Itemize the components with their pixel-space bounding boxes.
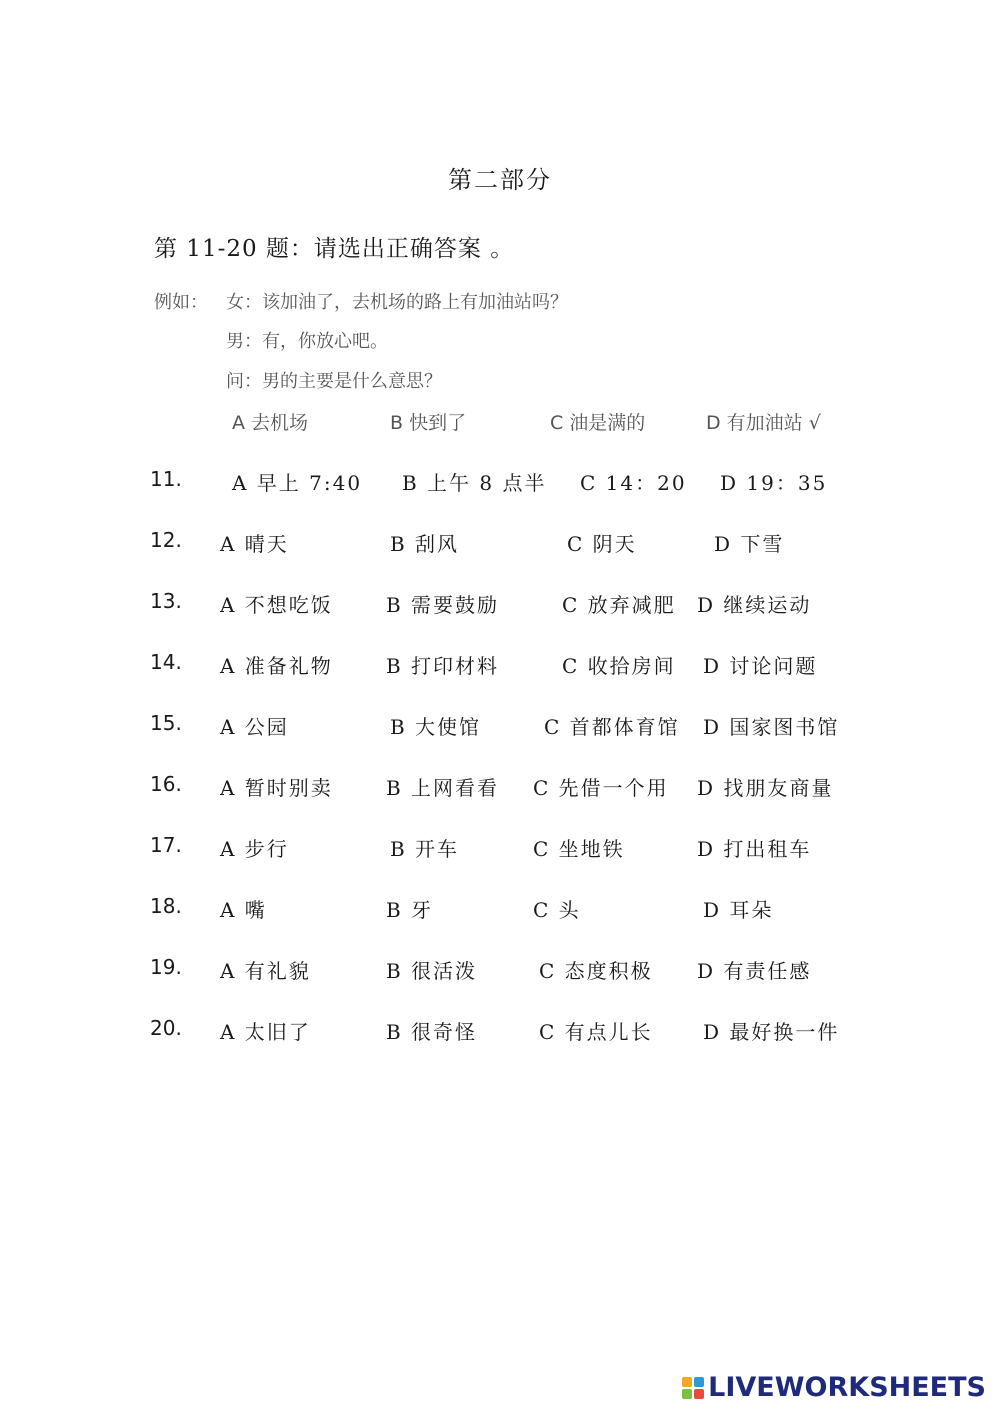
option-c[interactable]: C 放弃减肥 [562,593,676,617]
option-b[interactable]: B 很奇怪 [386,1020,478,1044]
example-option-a: A 去机场 [232,412,309,434]
option-c[interactable]: C 坐地铁 [533,837,625,861]
example-option-b: B 快到了 [390,412,467,434]
option-d[interactable]: D 继续运动 [697,593,812,617]
option-b[interactable]: B 很活泼 [386,959,478,983]
option-c[interactable]: C 先借一个用 [533,776,669,800]
option-d[interactable]: D 最好换一件 [703,1020,840,1044]
option-b[interactable]: B 上午 8 点半 [402,471,547,495]
example-line-question: 问：男的主要是什么意思？ [226,371,442,392]
option-d[interactable]: D 19：35 [720,471,828,495]
option-c[interactable]: C 态度积极 [539,959,653,983]
option-a[interactable]: A 暂时别卖 [220,776,333,800]
option-c[interactable]: C 收拾房间 [562,654,676,678]
option-a[interactable]: A 准备礼物 [220,654,333,678]
option-d[interactable]: D 打出租车 [697,837,812,861]
option-b[interactable]: B 上网看看 [386,776,500,800]
logo-text: LIVEWORKSHEETS [708,1372,986,1403]
logo-square [682,1377,692,1387]
liveworksheets-logo[interactable] [682,1372,986,1403]
option-d[interactable]: D 有责任感 [697,959,812,983]
question-number: 13. [150,589,182,613]
example-option-d: D 有加油站 √ [706,412,821,434]
option-b[interactable]: B 需要鼓励 [386,593,500,617]
option-a[interactable]: A 嘴 [220,898,267,922]
option-b[interactable]: B 刮风 [390,532,460,556]
example-option-c: C 油是满的 [550,412,646,434]
option-d[interactable]: D 讨论问题 [703,654,818,678]
option-c[interactable]: C 头 [533,898,581,922]
logo-icon [682,1377,704,1399]
option-b[interactable]: B 牙 [386,898,434,922]
page-title: 第二部分 [448,166,552,194]
example-label: 例如： [154,292,208,313]
question-number: 18. [150,894,182,918]
question-number: 15. [150,711,182,735]
option-c[interactable]: C 有点儿长 [539,1020,653,1044]
option-b[interactable]: B 开车 [390,837,460,861]
question-number: 14. [150,650,182,674]
logo-square [694,1377,704,1387]
option-c[interactable]: C 阴天 [567,532,637,556]
option-a[interactable]: A 早上 7:40 [232,471,363,495]
question-number: 16. [150,772,182,796]
question-number: 17. [150,833,182,857]
option-a[interactable]: A 太旧了 [220,1020,311,1044]
question-number: 20. [150,1016,182,1040]
option-c[interactable]: C 首都体育馆 [544,715,680,739]
option-d[interactable]: D 国家图书馆 [703,715,840,739]
option-d[interactable]: D 耳朵 [703,898,774,922]
option-d[interactable]: D 下雪 [714,532,785,556]
question-number: 11. [150,467,182,491]
example-line-man: 男：有，你放心吧。 [226,331,388,352]
option-a[interactable]: A 晴天 [220,532,289,556]
option-a[interactable]: A 不想吃饭 [220,593,333,617]
option-a[interactable]: A 步行 [220,837,289,861]
example-line-woman: 女：该加油了，去机场的路上有加油站吗？ [226,292,568,313]
option-d[interactable]: D 找朋友商量 [697,776,834,800]
option-b[interactable]: B 打印材料 [386,654,500,678]
option-a[interactable]: A 有礼貌 [220,959,311,983]
instruction: 第 11-20 题：请选出正确答案 。 [154,236,515,262]
question-number: 19. [150,955,182,979]
logo-square [682,1389,692,1399]
option-a[interactable]: A 公园 [220,715,289,739]
option-c[interactable]: C 14：20 [580,471,687,495]
logo-square [694,1389,704,1399]
question-number: 12. [150,528,182,552]
option-b[interactable]: B 大使馆 [390,715,482,739]
